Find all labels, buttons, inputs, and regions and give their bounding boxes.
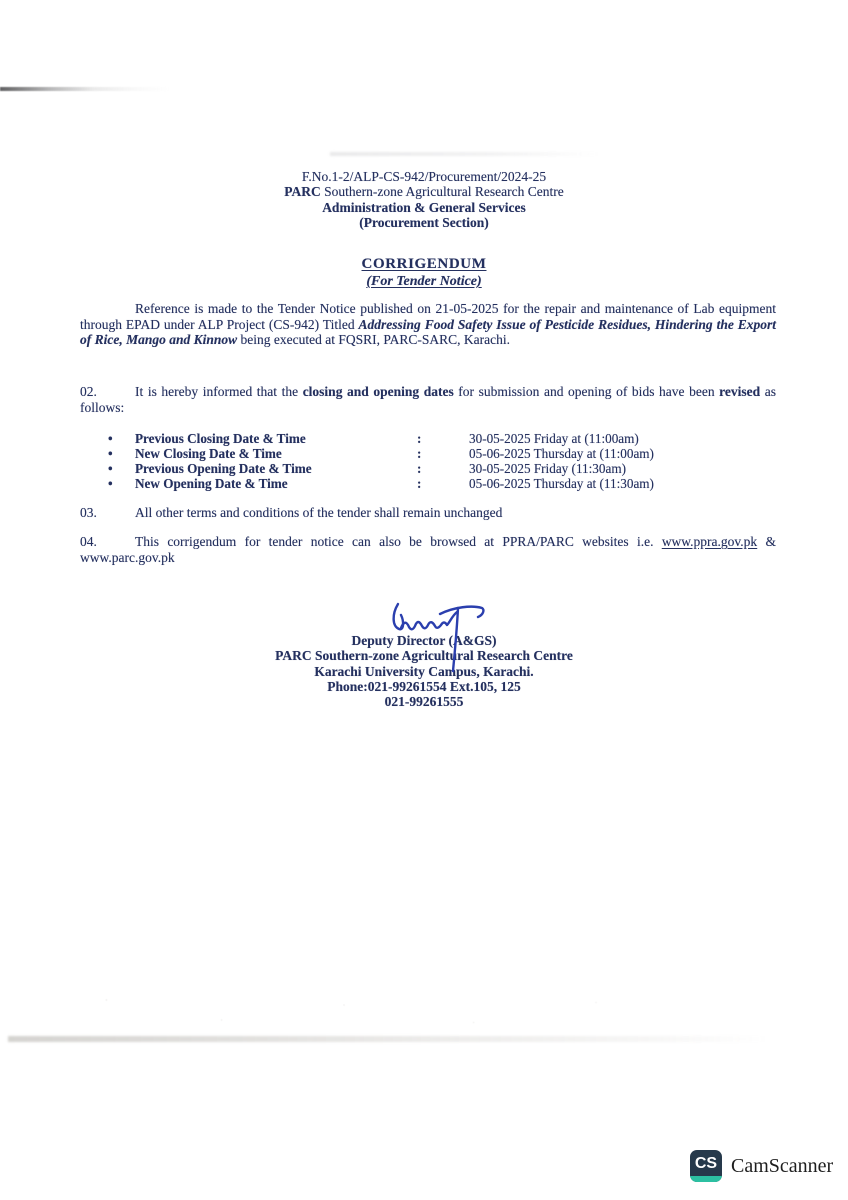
scan-noise-speckle <box>20 985 740 1035</box>
schedule-value: 05-06-2025 Thursday at (11:30am) <box>469 475 654 491</box>
pencil-mark-artifact <box>0 87 170 91</box>
schedule-label: New Closing Date & Time <box>135 445 282 461</box>
schedule-value: 30-05-2025 Friday (11:30am) <box>469 460 627 476</box>
signatory-org-name: Southern-zone Agricultural Research Centre <box>311 648 573 664</box>
schedule-label: Previous Opening Date & Time <box>135 460 312 476</box>
schedule-label: Previous Closing Date & Time <box>135 431 306 446</box>
signatory-phone-2: 021-99261555 <box>384 694 464 710</box>
camscanner-icon <box>690 1150 722 1182</box>
paragraph-number: 02. <box>80 384 97 399</box>
websites-text: This corrigendum for tender notice can also be browsed at PPRA/PARC websites i.e. <box>135 534 662 549</box>
closing-opening-dates-bold: closing and opening dates <box>302 384 454 399</box>
terms-text: All other terms and conditions of the tender shall remain unchanged <box>135 505 503 520</box>
letterhead <box>0 169 848 231</box>
title-block <box>0 256 848 290</box>
signatory-address: Karachi University Campus, Karachi. <box>314 663 534 679</box>
schedule-separator: : <box>417 475 422 491</box>
websites-paragraph <box>80 534 776 565</box>
paragraph-number: 03. <box>80 505 97 520</box>
organization-acronym: PARC <box>284 184 321 200</box>
section-line: (Procurement Section) <box>359 215 489 231</box>
signatory-phone-1: Phone:021-99261554 Ext.105, 125 <box>327 678 521 694</box>
camscanner-icon-letters: CS <box>694 1154 718 1172</box>
organization-name: Southern-zone Agricultural Research Centre <box>320 184 564 200</box>
scan-edge-shadow <box>8 1036 768 1042</box>
camscanner-icon-stripe <box>690 1176 722 1182</box>
department-line: Administration & General Services <box>322 199 526 215</box>
schedule-value: 30-05-2025 Friday at (11:00am) <box>469 431 639 446</box>
document-subtitle: (For Tender Notice) <box>366 274 482 289</box>
terms-paragraph <box>80 505 776 521</box>
revision-text-mid: for submission and opening of bids have been <box>453 384 720 399</box>
file-number: F.No.1-2/ALP-CS-942/Procurement/2024-25 <box>301 169 547 184</box>
project-title-text: Addressing Food Safety Issue of Pesticide Residues, Hindering the Export of Rice, Mango and Kinnow <box>80 316 777 348</box>
reference-text-end: being executed at FQSRI, PARC-SARC, Karachi. <box>237 332 511 348</box>
schedule-separator: : <box>417 445 422 461</box>
ppra-website-link: www.ppra.gov.pk <box>661 534 758 549</box>
schedule-row <box>108 477 728 492</box>
dates-schedule-list <box>108 432 728 491</box>
revision-text: It is hereby informed that the <box>135 384 303 399</box>
schedule-value: 05-06-2025 Thursday at (11:00am) <box>469 445 654 461</box>
parc-website-text: & www.parc.gov.pk <box>80 534 776 565</box>
schedule-separator: : <box>417 431 422 446</box>
organization-line <box>0 184 848 199</box>
scan-smudge-artifact <box>330 152 600 156</box>
camscanner-brand-text: CamScanner <box>731 1154 834 1177</box>
signatory-title: Deputy Director (A&GS) <box>351 633 497 648</box>
revision-text-end: as follows: <box>80 384 776 415</box>
revised-bold: revised <box>719 384 761 399</box>
schedule-separator: : <box>417 460 422 476</box>
schedule-row <box>108 447 728 462</box>
bullet-icon: • <box>108 475 113 491</box>
bullet-icon: • <box>108 460 113 476</box>
revision-paragraph <box>80 384 776 415</box>
signatory-org-acronym: PARC <box>275 648 312 664</box>
signature-handwriting <box>388 598 488 678</box>
schedule-row <box>108 462 728 477</box>
camscanner-watermark <box>690 1150 833 1182</box>
reference-paragraph <box>80 301 776 348</box>
document-title: CORRIGENDUM <box>361 256 487 272</box>
bullet-icon: • <box>108 445 113 461</box>
reference-text: Reference is made to the Tender Notice published on 21-05-2025 for the repair and maintenance of Lab equipment through EPAD under ALP Project (CS-942) Titled <box>80 301 776 332</box>
bullet-icon: • <box>108 431 113 446</box>
schedule-row <box>108 432 728 447</box>
paragraph-number: 04. <box>80 534 97 549</box>
schedule-label: New Opening Date & Time <box>135 475 288 491</box>
